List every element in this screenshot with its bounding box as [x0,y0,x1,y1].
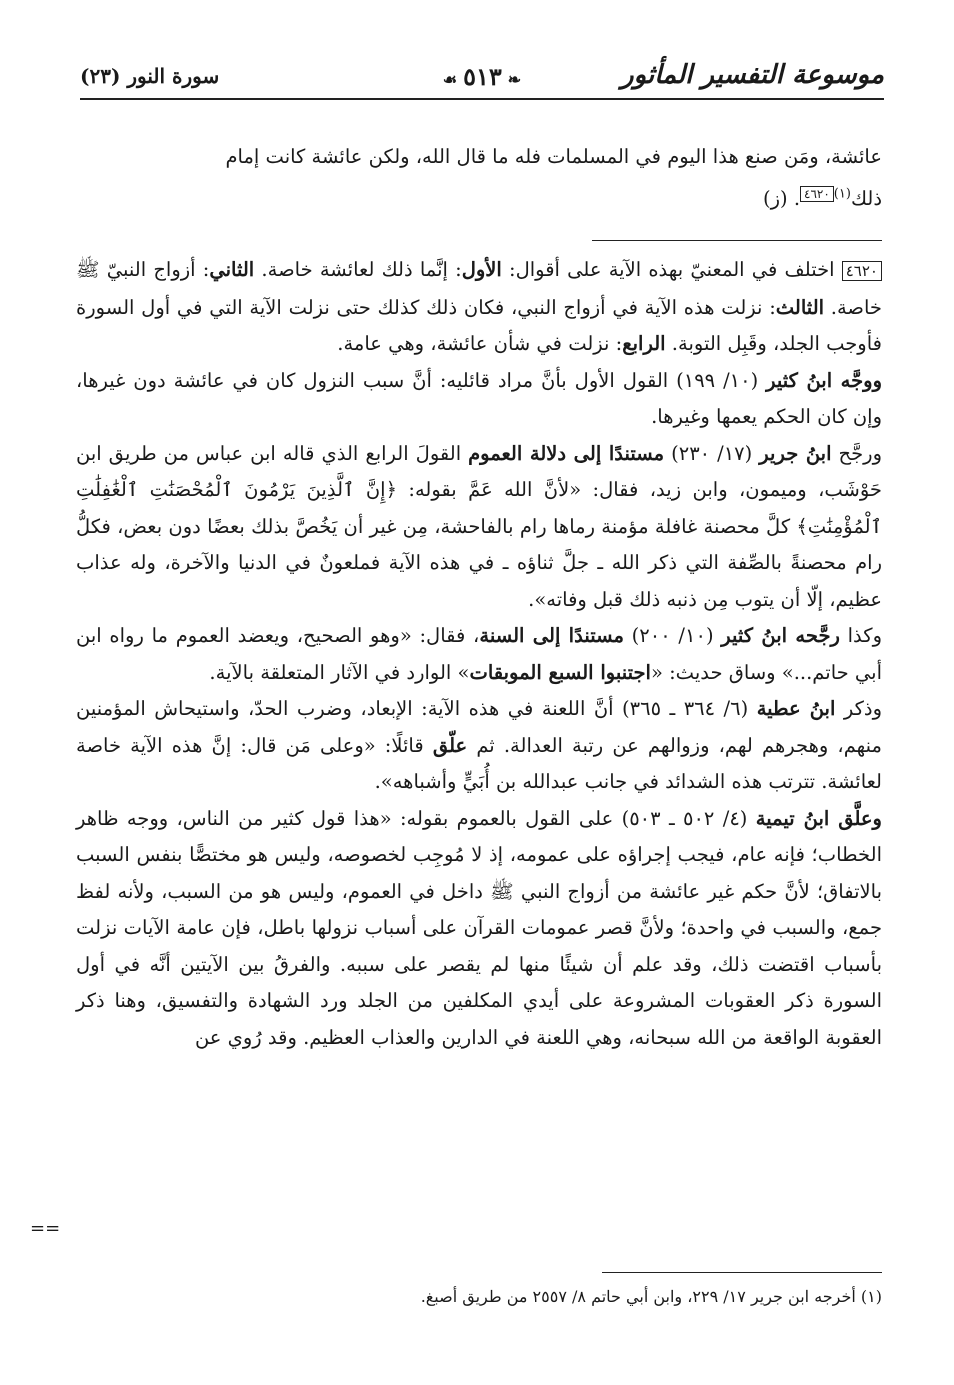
page-number-block [437,62,527,91]
footnote: (١) أخرجه ابن جرير ١٧/ ٢٢٩، وابن أبي حاتم ٨/ ٢٥٥٧ من طريق أصبغ. [420,1287,882,1306]
note-text: : نزلت هذه الآية في أزواج النبي، فكان ذلك كذلك حتى نزلت الآية التي في أول السورة فأوجب الجلد، وقَبِل التوبة. [76,295,882,355]
note-text: قائلًا: «وعلى مَن قال: إنَّ هذه الآية خاصة لعائشة. تترتب هذه الشدائد في جانب عبدالله بن أُبَيٍّ وأشباهه». [76,733,882,793]
reasoning-label: علّق [432,733,468,757]
main-line-2 [76,178,882,220]
note-text: ، فقال: «وهو الصحيح، ويعضد العموم ما رواه ابن أبي حاتم...» وساق حديث: « [76,624,882,684]
ornament-icon: ❧ [507,70,522,89]
note-paragraph [76,436,882,619]
footnote-marker: (١) [833,186,851,202]
main-tail: . (ز) [762,187,801,210]
note-paragraph [76,691,882,801]
commentary-notes [76,252,882,1056]
note-text: وكذا [839,624,882,647]
main-line-1: عائشة، ومَن صنع هذا اليوم في المسلمات فله ما قال الله، ولكن عائشة كانت إمام [225,145,882,168]
ornament-icon: ☙ [442,70,458,89]
header-rule [80,98,884,100]
surah-label: سورة النور (٢٣) [80,64,220,88]
note-paragraph [76,801,882,1057]
scholar-name: ووجَّه ابنُ كثير [766,368,883,392]
opinion-label: الثاني [209,258,255,281]
note-text: : أزواج النبيّ ﷺ خاصة. [76,258,882,319]
reasoning-label: مستندًا إلى دلالة العموم [468,441,665,465]
note-paragraph [76,363,882,436]
book-title: موسوعة التفسير المأثور [621,60,884,90]
opinion-label: الأول [461,258,502,281]
main-text [76,136,882,220]
opinion-label: الثالث [775,295,825,319]
footnote-separator [602,1272,882,1273]
note-text: (١٠/ ٢٠٠) [623,624,722,647]
note-text: : نزلت في شأن عائشة، وهي عامة. [337,332,623,355]
note-text: : إنَّما ذلك لعائشة خاصة. [254,258,462,281]
page-number: ٥١٣ [463,62,502,91]
note-text: (٦/ ٣٦٤ ـ ٣٦٥) أنَّ اللعنة في هذه الآية: الإبعاد، وضرب الحدّ، واستيحاش المؤمنين منهم، وهجرهم لهم، وزوالهم عن رتبة العدالة. ثم [76,697,882,757]
scholar-name: وعلَّق ابنُ تيمية [755,806,882,830]
note-number: ٤٦٢٠ [842,261,882,281]
note-text: » الوارد في الآثار المتعلقة بالآية. [209,660,470,684]
running-header [80,58,884,98]
opinion-label: الرابع [622,332,666,355]
note-paragraph [76,618,882,691]
note-text: القولَ الرابع الذي قاله ابن عباس من طريق ابن حَوْشَب، وميمون، وابن زيد، فقال: «لأنَّ الله عَمَّ بقوله: ﴿إِنَّ ٱلَّذِينَ يَرْمُونَ ٱلْمُحْصَنَٰتِ ٱلْغَٰفِلَٰتِ ٱلْمُؤْمِنَٰتِ﴾ كلَّ محصنة غافلة مؤمنة رماها رام بالفاحشة، مِن غير أن يَخُصَّ بذلك بعضًا دون بعض، فكلُّ رام محصنةً بالصِّفة التي ذكر الله ـ جلَّ ثناؤه ـ في هذه الآية فملعونٌ في الدنيا والآخرة، وله عذاب عظيم، إلّا أن يتوب مِن ذنبه ذلك قبل وفاته». [76,441,882,611]
continuation-mark: == [30,1218,61,1239]
note-text: ورجَّح [831,441,882,465]
note-reference: ٤٦٢٠ [800,186,834,202]
note-paragraph [76,252,882,363]
main-word: ذلك [850,187,882,210]
scholar-name: رجَّحه ابنُ كثير [721,624,840,647]
note-text: (١٧/ ٢٣٠) [664,441,760,465]
note-text: وذكر [835,697,882,720]
notes-separator [592,240,882,241]
hadith-title: اجتنبوا السبع الموبقات [469,660,651,684]
scholar-name: ابنُ جرير [759,441,832,465]
scholar-name: ابنُ عطية [756,697,836,720]
note-text: (١٠/ ١٩٩) القول الأول بأنَّ مراد قائليه: أنَّ سبب النزول كان في عائشة دون غيرها، وإن كان الحكم يعمها وغيرها. [76,368,882,428]
note-text: (٤/ ٥٠٢ ـ ٥٠٣) على القول بالعموم بقوله: «هذا قول كثير من الناس، ووجه ظاهر الخطاب؛ فإنه عام، فيجب إجراؤه على عمومه، إذ لا مُوجِب لخصوصه، وليس هو مختصًّا بنفس السبب بالاتفاق؛ لأنَّ حكم غير عائشة من أزواج النبي ﷺ داخل في العموم، وليس هو من السبب، ولأنه لفظ جمع، والسبب في واحدة؛ ولأنَّ قصر عمومات القرآن على أسباب نزولها باطل، فإن عامة الآيات نزلت بأسباب اقتضت ذلك، وقد علم أن شيئًا منها لم يقصر على سببه. والفرقُ بين الآيتين أنَّه في أول السورة ذكر العقوبات المشروعة على أيدي المكلفين من الجلد ورد الشهادة والتفسيق، وهنا ذكر العقوبة الواقعة من الله سبحانه، وهي اللعنة في الدارين والعذاب العظيم. وقد رُوي عن [76,806,882,1049]
reasoning-label: مستندًا إلى السنة [479,624,624,647]
note-text: اختلف في المعنيّ بهذه الآية على أقوال: [501,258,842,281]
